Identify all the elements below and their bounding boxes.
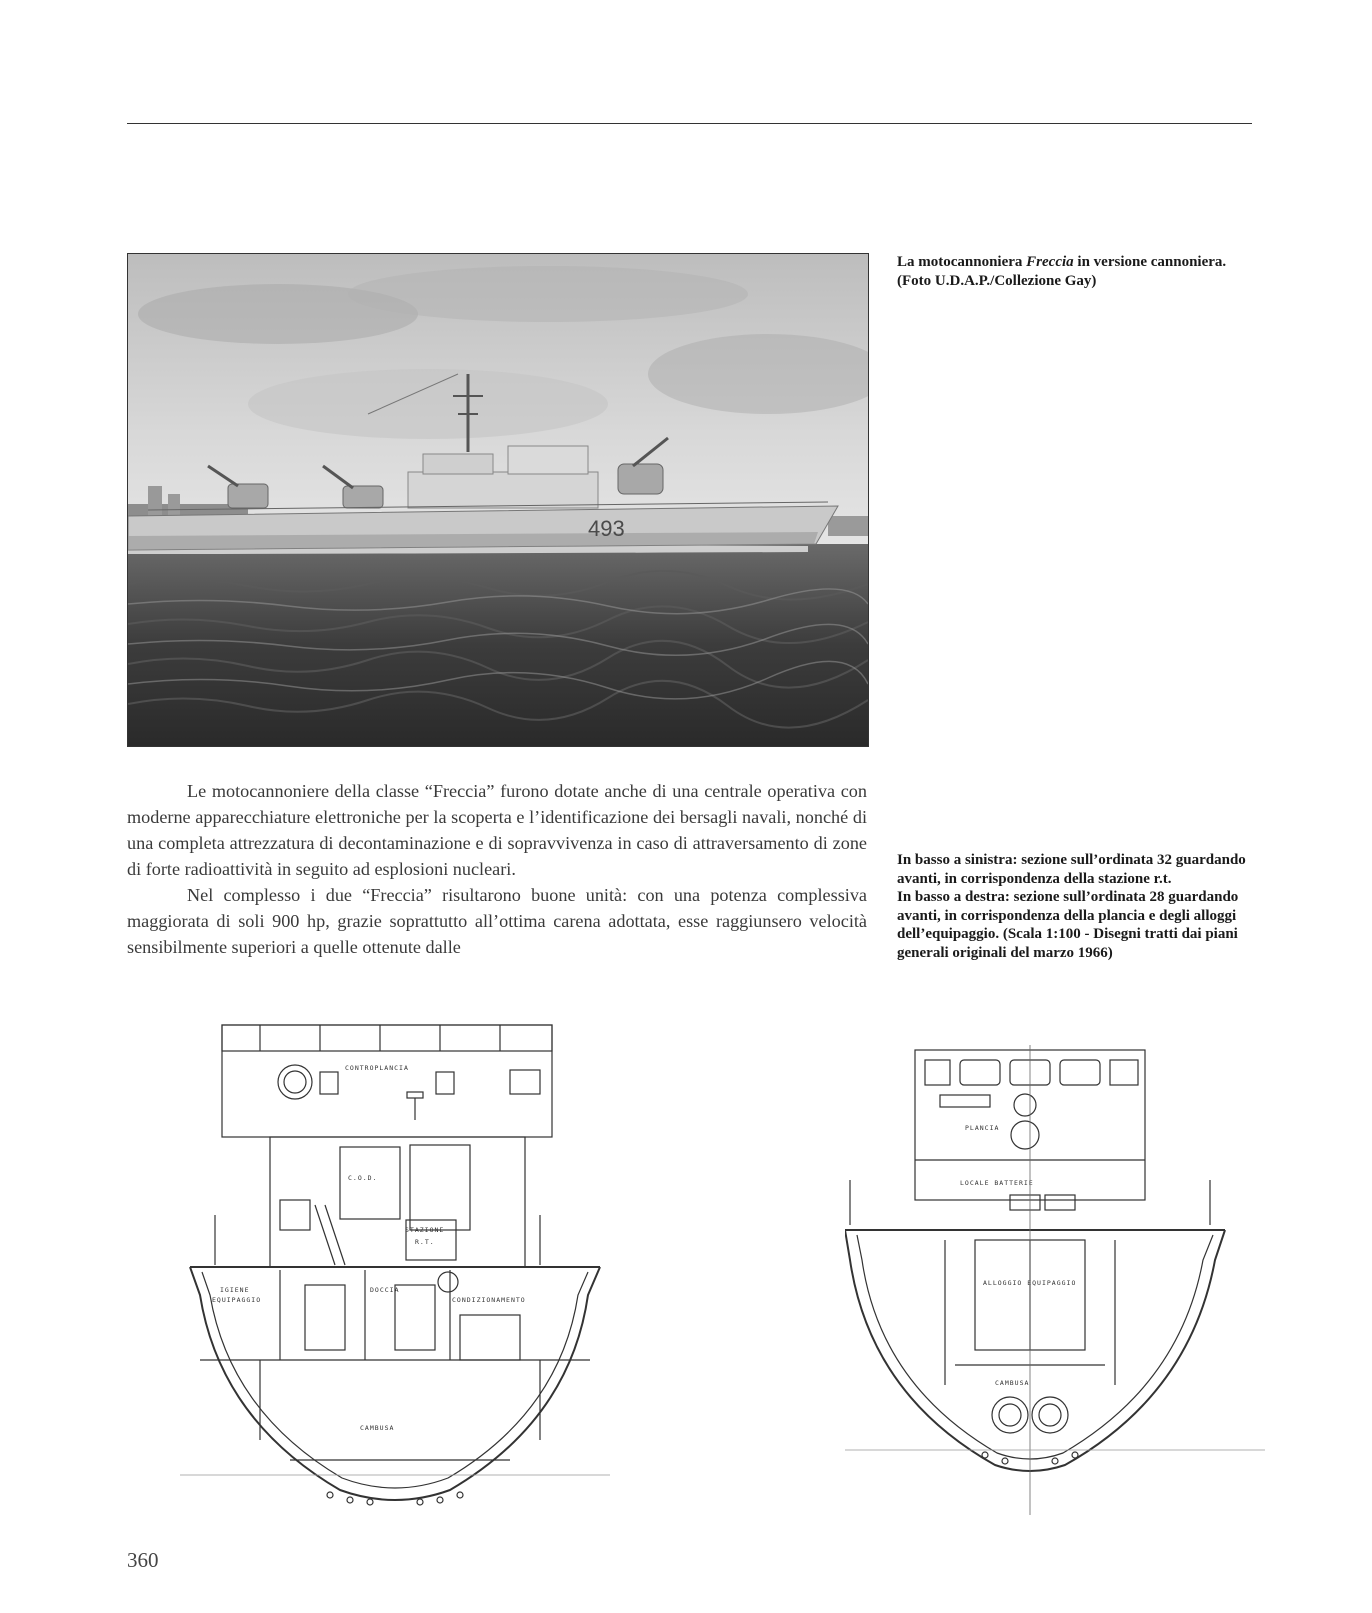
drawings-caption-right: In basso a destra: sezione sull’ordinata 28 guardando avanti, in corrispondenza della plancia e degli alloggi dell’equipaggio. (Scala 1:100 - Disegni tratti dai piani generali originali del marzo 1966) <box>897 889 1239 961</box>
label-locale-batterie: LOCALE BATTERIE <box>960 1179 1034 1187</box>
label-equipaggio: EQUIPAGGIO <box>212 1296 262 1304</box>
drawings-caption <box>897 851 1247 962</box>
label-condizionamento: CONDIZIONAMENTO <box>452 1296 526 1304</box>
label-cod: C.O.D. <box>348 1174 378 1182</box>
section-drawing-frame-28 <box>845 1045 1265 1520</box>
header-rule <box>127 123 1252 124</box>
label-igiene: IGIENE <box>220 1286 250 1294</box>
body-text <box>127 778 867 960</box>
ship-photo <box>127 253 869 747</box>
hull-number: 493 <box>588 516 625 541</box>
page-number: 360 <box>127 1548 159 1572</box>
section-drawing-frame-32 <box>180 1020 610 1525</box>
label-cambusa-left: CAMBUSA <box>360 1424 395 1432</box>
label-alloggio-equipaggio: ALLOGGIO EQUIPAGGIO <box>983 1279 1077 1287</box>
label-plancia: PLANCIA <box>965 1124 1000 1132</box>
label-rt: R.T. <box>415 1238 435 1246</box>
drawings-caption-left: In basso a sinistra: sezione sull’ordinata 32 guardando avanti, in corrispondenza della stazione r.t. <box>897 852 1246 887</box>
caption-ship-name: Freccia <box>1026 254 1074 270</box>
label-stazione: STAZIONE <box>405 1226 445 1234</box>
caption-prefix: La motocannoniera <box>897 254 1027 270</box>
photo-caption <box>897 253 1247 290</box>
label-doccia: DOCCIA <box>370 1286 400 1294</box>
label-cambusa-right: CAMBUSA <box>995 1379 1030 1387</box>
ship-photo-image <box>128 254 868 746</box>
caption-suffix: in versione cannoniera. (Foto U.D.A.P./Collezione Gay) <box>897 254 1227 289</box>
body-paragraph-1: Le motocannoniere della classe “Freccia” furono dotate anche di una centrale operativa con moderne apparecchiature elettroniche per la scoperta e l’identificazione dei bersagli navali, nonché di una completa attrezzatura di decontaminazione e di sopravvivenza in caso di attraversamento di zone di forte radioattività in seguito ad esplosioni nucleari. <box>127 781 867 879</box>
body-paragraph-2: Nel complesso i due “Freccia” risultarono buone unità: con una potenza complessiva maggiorata di soli 900 hp, grazie soprattutto all’ottima carena adottata, esse raggiunsero velocità sensibilmente superiori a quelle ottenute dalle <box>127 885 867 957</box>
label-controplancia: CONTROPLANCIA <box>345 1064 409 1072</box>
